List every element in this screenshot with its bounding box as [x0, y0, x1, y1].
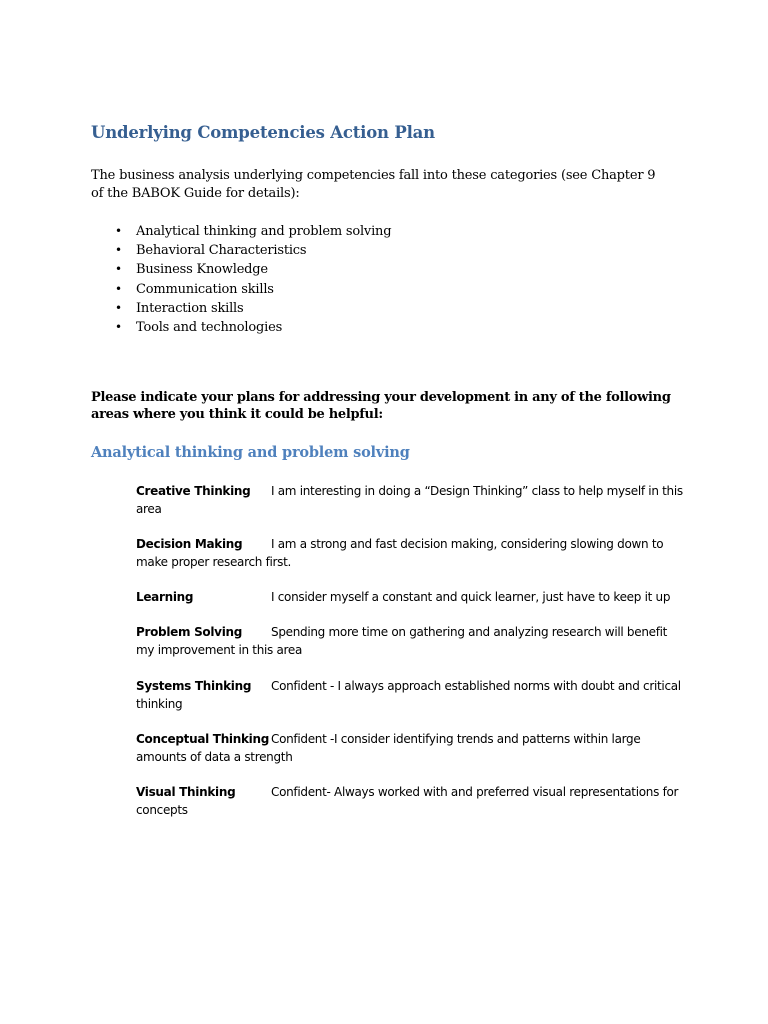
intro-paragraph: The business analysis underlying competencies fall into these categories (see Chapter 9 of the BABOK Guide for details):	[91, 168, 656, 201]
competency-text: I am interesting in doing a “Design Thinking” class to help myself in this area	[136, 484, 683, 516]
list-item	[113, 318, 391, 337]
competency-text: I consider myself a constant and quick learner, just have to keep it up	[271, 590, 671, 604]
bullet-icon: •	[115, 224, 122, 238]
list-item-text: Tools and technologies	[136, 319, 283, 335]
competency-creative-thinking	[136, 483, 684, 518]
list-item-text: Communication skills	[136, 281, 274, 297]
competency-decision-making	[136, 536, 684, 571]
bullet-icon: •	[115, 319, 122, 334]
competency-visual-thinking	[136, 784, 684, 819]
bullet-icon: •	[115, 281, 122, 296]
bullet-icon: •	[115, 243, 122, 258]
section-heading: Analytical thinking and problem solving	[91, 444, 410, 461]
document-title: Underlying Competencies Action Plan	[91, 123, 435, 142]
competency-learning	[136, 589, 684, 607]
competency-label: Learning	[136, 590, 194, 604]
competency-label: Visual Thinking	[136, 785, 236, 799]
bullet-icon: •	[115, 300, 122, 315]
list-item-text: Analytical thinking and problem solving	[136, 224, 392, 239]
competency-text: Spending more time on gathering and analyzing research will benefit my improvement in this area	[136, 625, 668, 657]
competency-label: Problem Solving	[136, 625, 243, 639]
competency-systems-thinking	[136, 678, 684, 713]
bullet-icon: •	[115, 262, 122, 277]
list-item	[113, 299, 391, 318]
list-item-text: Business Knowledge	[136, 262, 268, 278]
list-item	[113, 260, 391, 279]
list-item	[113, 280, 391, 299]
competency-label: Decision Making	[136, 537, 243, 551]
competency-conceptual-thinking	[136, 731, 684, 766]
list-item-text: Interaction skills	[136, 300, 244, 316]
competency-text: I am a strong and fast decision making, considering slowing down to make proper research first.	[136, 537, 664, 569]
competency-label: Creative Thinking	[136, 484, 251, 498]
category-list	[113, 222, 391, 337]
competency-label: Systems Thinking	[136, 679, 252, 693]
competency-label: Conceptual Thinking	[136, 732, 270, 746]
prompt-paragraph: Please indicate your plans for addressing your development in any of the following areas where you think it could be helpful:	[91, 390, 671, 422]
list-item-text: Behavioral Characteristics	[136, 243, 307, 259]
competency-text: Confident -I consider identifying trends and patterns within large amounts of data a strength	[136, 732, 641, 764]
competency-text: Confident - I always approach established norms with doubt and critical thinking	[136, 679, 681, 711]
list-item	[113, 241, 391, 260]
competency-problem-solving	[136, 624, 684, 659]
competency-text: Confident- Always worked with and preferred visual representations for concepts	[136, 785, 679, 817]
list-item	[113, 222, 391, 241]
